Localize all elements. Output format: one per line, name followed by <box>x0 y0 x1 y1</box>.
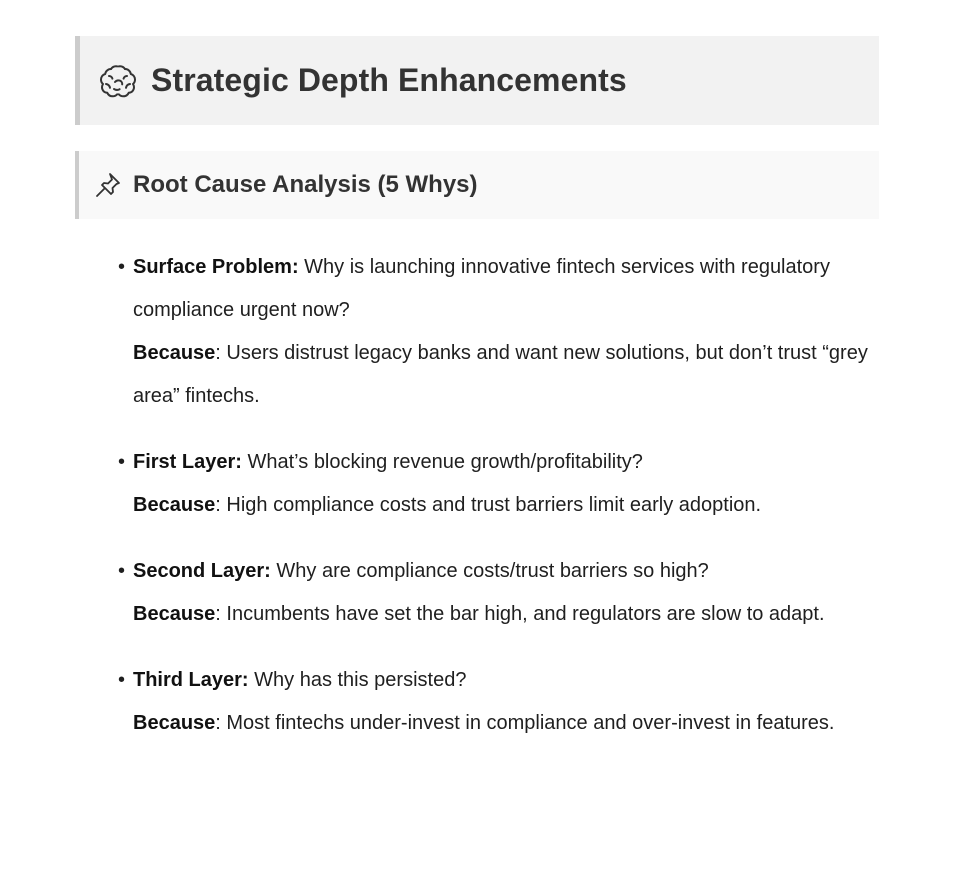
because-text: : High compliance costs and trust barriers limit early adoption. <box>215 494 762 516</box>
item-question: What’s blocking revenue growth/profitability? <box>241 451 643 473</box>
list-item <box>75 246 879 418</box>
because-line <box>133 332 879 418</box>
list-item <box>75 441 879 527</box>
section-title: Strategic Depth Enhancements <box>151 62 627 98</box>
list-item <box>75 659 879 745</box>
because-line <box>133 702 879 745</box>
pushpin-icon <box>93 170 123 200</box>
because-label: Because <box>133 603 216 625</box>
because-label: Because <box>133 494 216 516</box>
because-text: : Most fintechs under-invest in compliance and over-invest in features. <box>215 712 835 734</box>
because-line <box>133 484 879 527</box>
item-question: Why are compliance costs/trust barriers so high? <box>270 560 709 582</box>
item-label: Surface Problem: <box>133 256 299 278</box>
document-content <box>75 36 879 768</box>
because-label: Because <box>133 342 216 364</box>
item-question: Why has this persisted? <box>248 669 467 691</box>
bullet: • <box>118 451 126 473</box>
item-label: Third Layer: <box>133 669 249 691</box>
because-line <box>133 593 879 636</box>
list-item <box>75 550 879 636</box>
bullet: • <box>118 560 126 582</box>
bullet: • <box>118 256 126 278</box>
subsection-title: Root Cause Analysis (5 Whys) <box>133 171 478 198</box>
because-text: : Incumbents have set the bar high, and regulators are slow to adapt. <box>215 603 825 625</box>
item-label: First Layer: <box>133 451 242 473</box>
because-label: Because <box>133 712 216 734</box>
brain-icon <box>97 60 139 102</box>
section-header <box>75 36 879 125</box>
because-text: : Users distrust legacy banks and want new solutions, but don’t trust “grey area” fintechs. <box>133 342 868 407</box>
item-question: Why is launching innovative fintech services with regulatory compliance urgent now? <box>133 256 830 321</box>
bullet: • <box>118 669 126 691</box>
item-label: Second Layer: <box>133 560 271 582</box>
whys-list <box>75 246 879 745</box>
subsection-header <box>75 151 879 219</box>
